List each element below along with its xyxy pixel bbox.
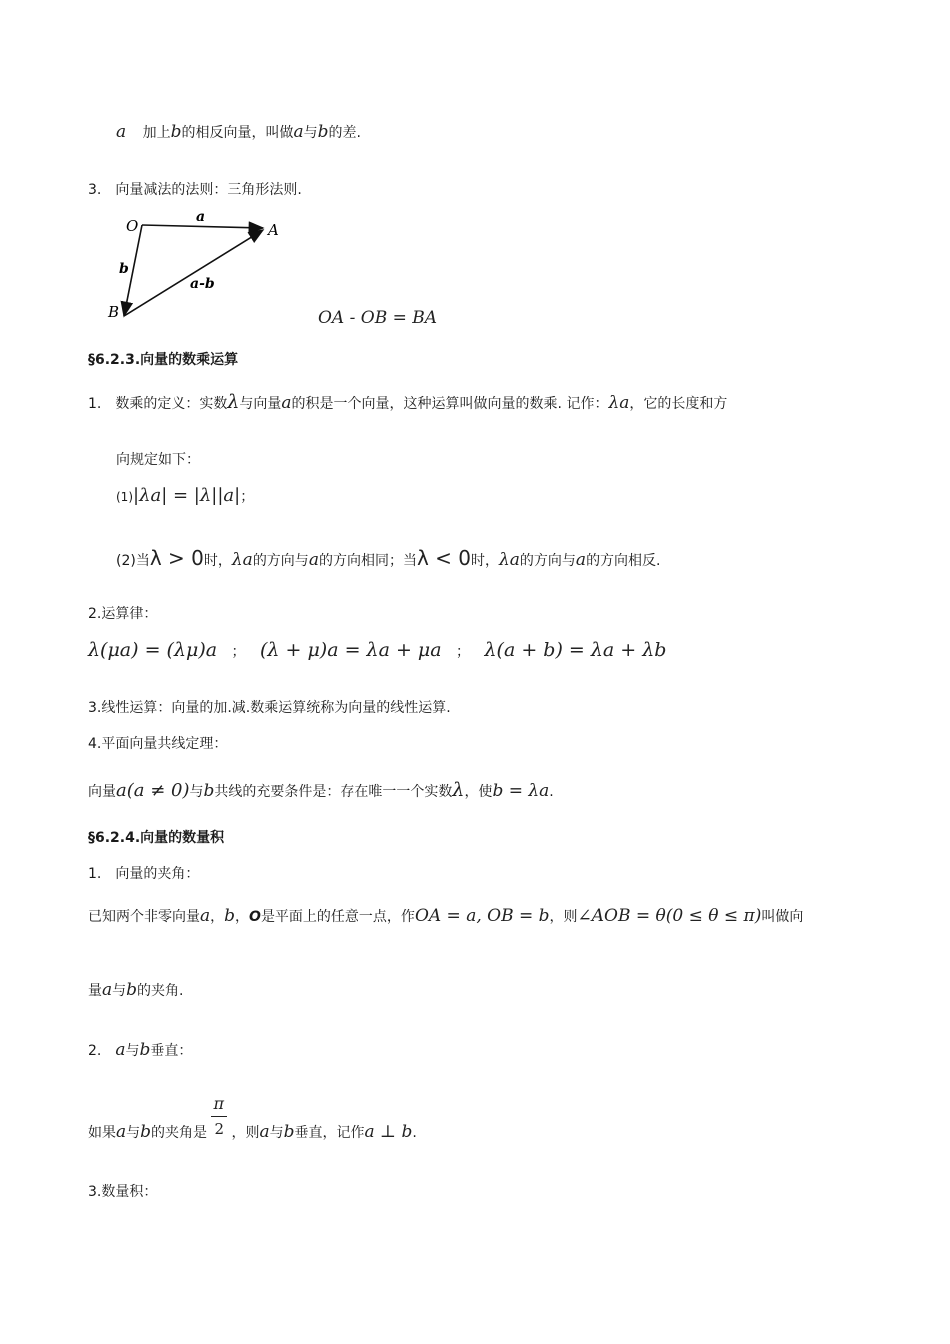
section-heading-6-2-3: §6.2.3.向量的数乘运算 bbox=[88, 352, 239, 368]
operation-laws-title: 2.运算律： bbox=[88, 606, 158, 622]
definition-continuation: 向规定如下： bbox=[116, 452, 200, 468]
section-heading-6-2-4: §6.2.4.向量的数量积 bbox=[88, 830, 225, 846]
point-o-label: O bbox=[126, 217, 139, 235]
point-a-label: A bbox=[268, 221, 279, 239]
dot-product-title: 3.数量积： bbox=[88, 1184, 158, 1200]
pi-over-two-fraction: $\frac{\pi}{2}$ bbox=[211, 1122, 231, 1142]
subtraction-rule: 3. 向量减法的法则：三角形法则. bbox=[88, 182, 302, 198]
subtraction-formula: OA - OB = BA bbox=[318, 308, 438, 328]
perpendicular-title: 2. a与b垂直： bbox=[88, 1040, 193, 1060]
scalar-multiplication-definition: 1. 数乘的定义：实数λ与向量a的积是一个向量，这种运算叫做向量的数乘. 记作：λa，它的长度和方 bbox=[88, 391, 728, 413]
intro-line: a 加上b的相反向量，叫做a与b的差. bbox=[116, 122, 361, 142]
angle-definition: 已知两个非零向量a，b，O是平面上的任意一点，作OA = a, OB = b，则∠AOB = θ(0 ≤ θ ≤ π)叫做向 bbox=[88, 906, 804, 926]
collinear-theorem-title: 4.平面向量共线定理： bbox=[88, 736, 228, 752]
fraction-bar bbox=[211, 1116, 227, 1117]
vector-b-label: b bbox=[119, 261, 129, 277]
rule-direction: (2)当λ > 0时，λa的方向与a的方向相同；当λ < 0时，λa的方向与a的方向相反. bbox=[116, 546, 661, 570]
rule-length: (1)|λa| = |λ||a|； bbox=[116, 485, 255, 506]
vector-a-label: a bbox=[196, 209, 206, 225]
point-b-label: B bbox=[108, 303, 120, 321]
linear-operation: 3.线性运算：向量的加.减.数乘运算统称为向量的线性运算. bbox=[88, 700, 451, 716]
vector-a-minus-b-line bbox=[124, 230, 263, 316]
angle-title: 1. 向量的夹角： bbox=[88, 866, 200, 882]
collinear-theorem: 向量a(a ≠ 0)与b共线的充要条件是：存在唯一一个实数λ，使b = λa. bbox=[88, 779, 554, 801]
vector-triangle-diagram bbox=[100, 205, 300, 330]
angle-definition-continuation: 量a与b的夹角. bbox=[88, 980, 184, 1000]
perpendicular-definition: 如果a与b的夹角是 $\frac{\pi}{2}$ ，则a与b垂直，记作a ⊥ b. bbox=[88, 1094, 417, 1142]
operation-laws-formulas: λ(μa) = (λμ)a ； (λ + μ)a = λa + μa ； λ(a + b) = λa + λb bbox=[88, 639, 667, 661]
vector-a-line bbox=[142, 225, 263, 228]
vector-a-minus-b-label: a-b bbox=[190, 276, 215, 292]
